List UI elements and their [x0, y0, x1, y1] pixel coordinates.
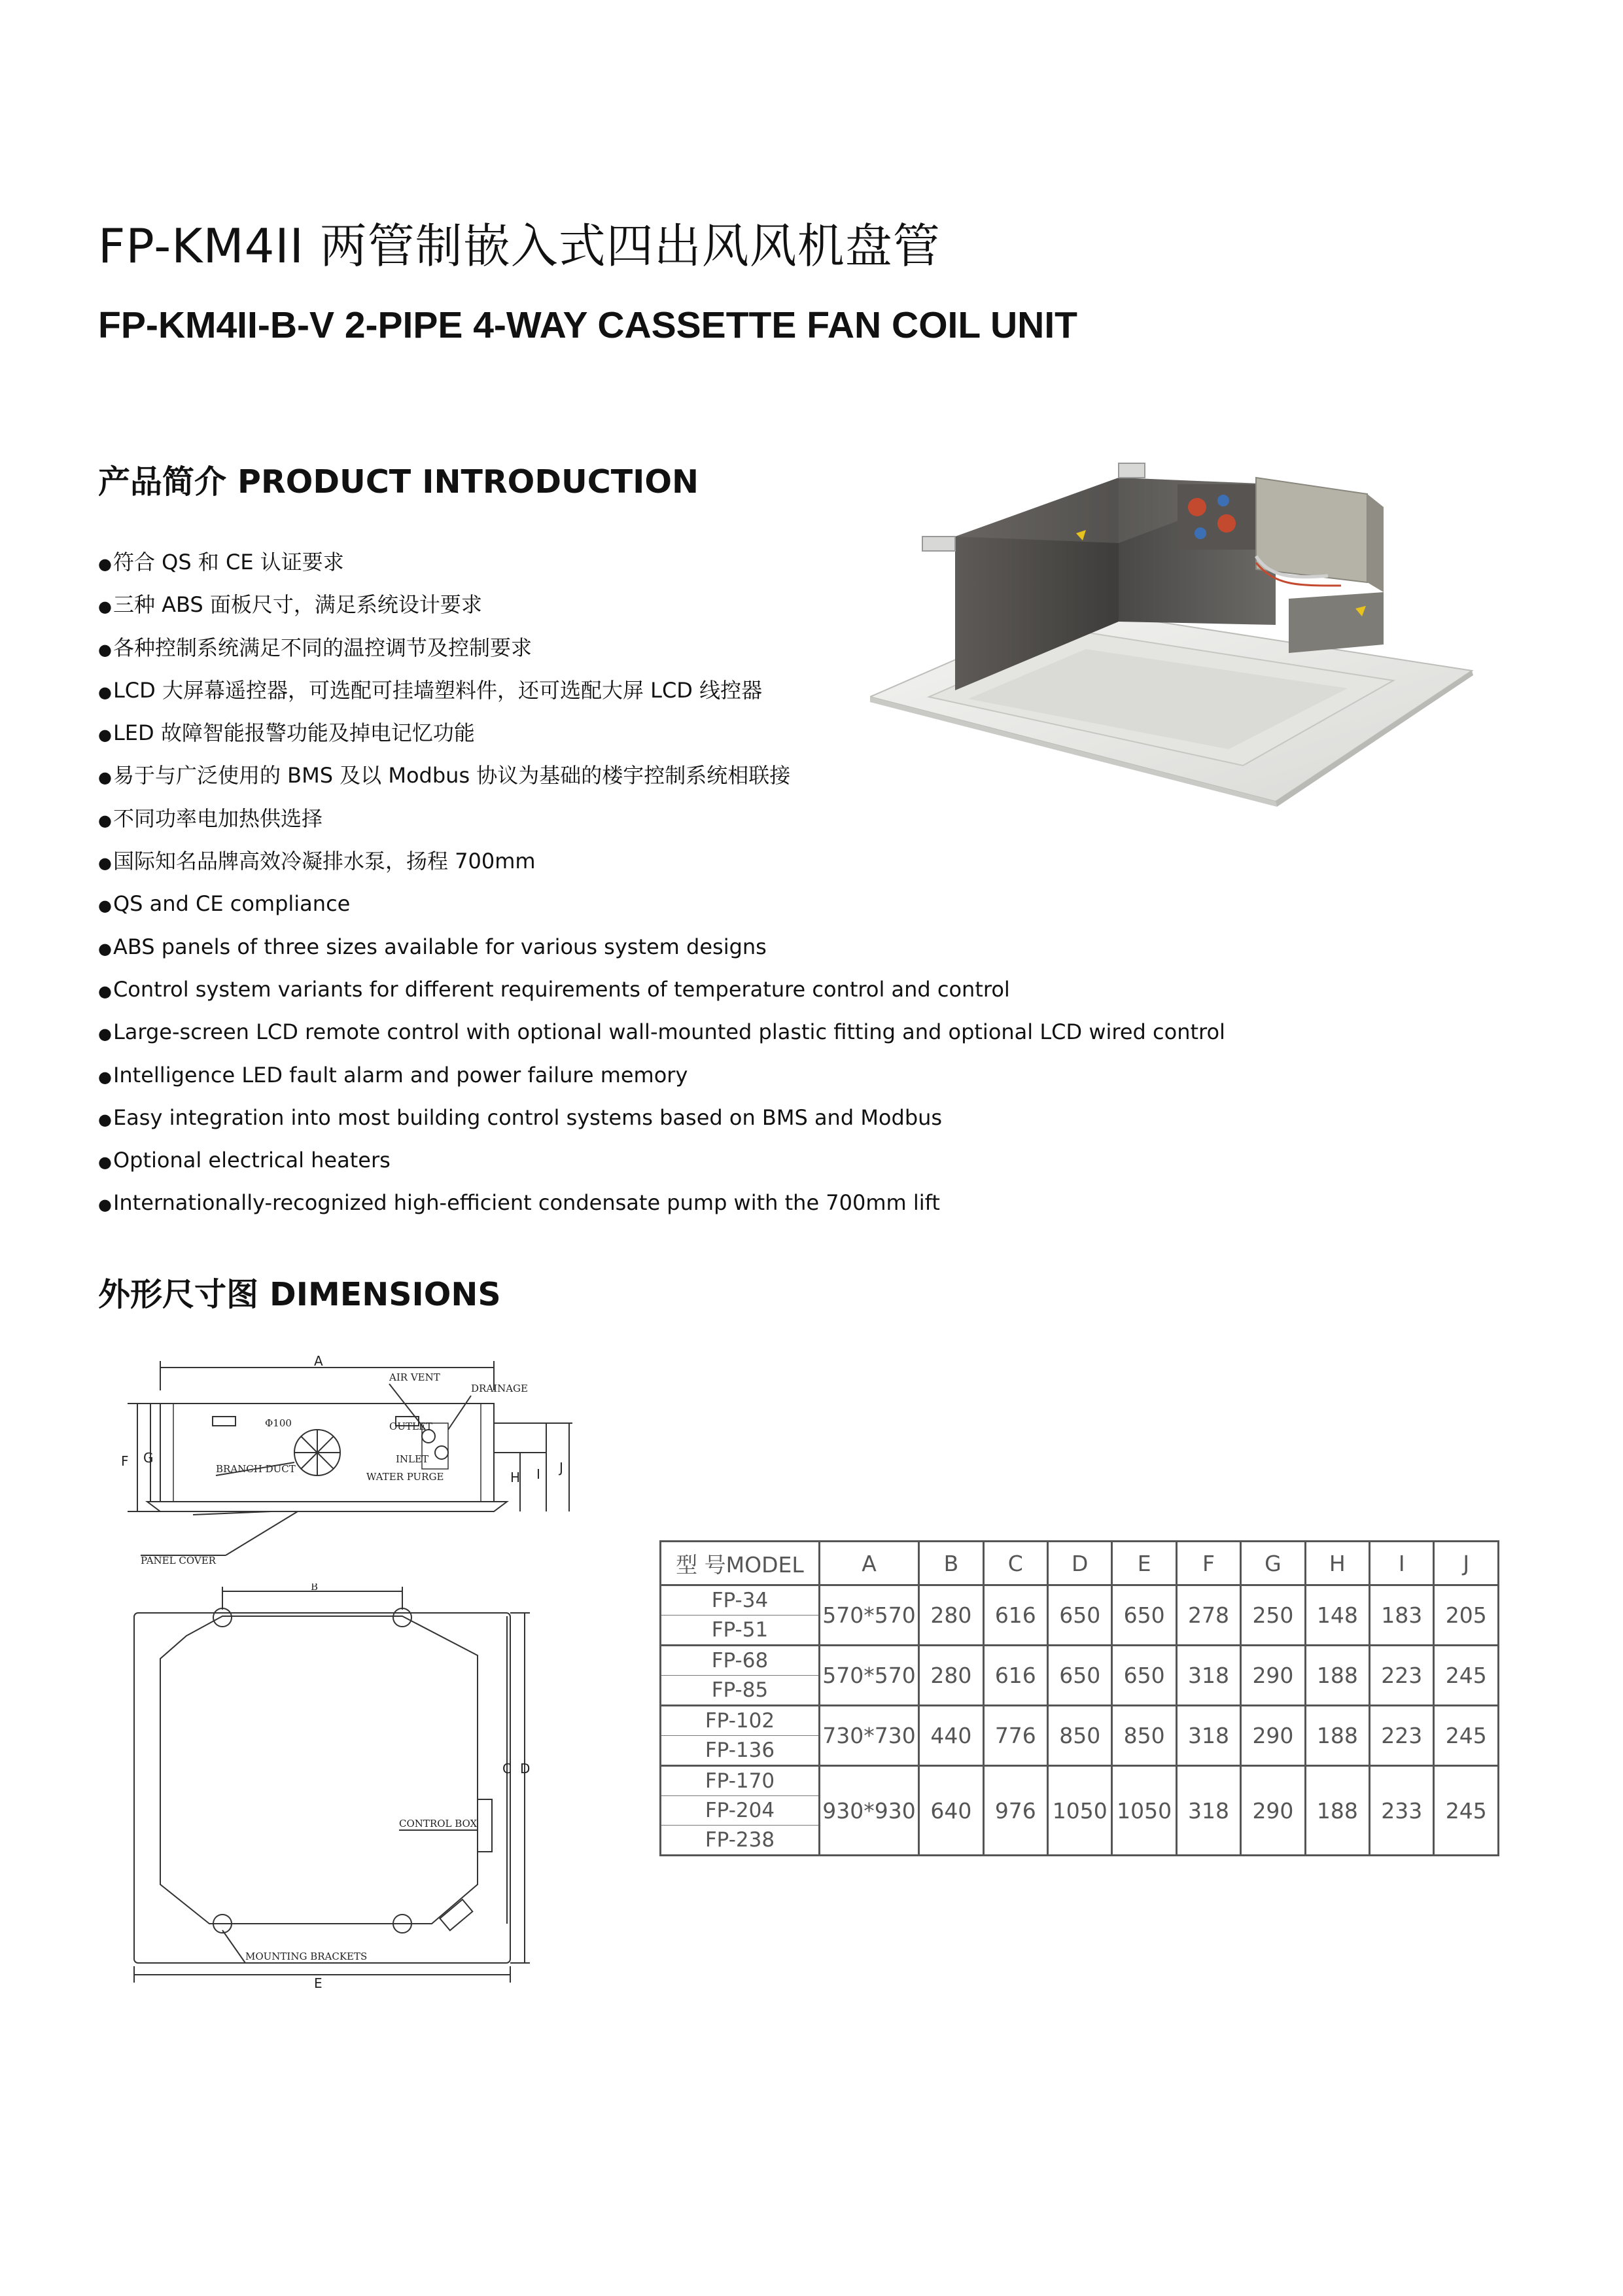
- value-cell: 318: [1176, 1646, 1240, 1706]
- model-cell: FP-34: [661, 1585, 820, 1616]
- value-cell: 650: [1048, 1585, 1112, 1646]
- dim-label-a: A: [314, 1353, 323, 1369]
- value-cell: 183: [1370, 1585, 1434, 1646]
- value-cell: 650: [1112, 1585, 1176, 1646]
- value-cell: 223: [1370, 1706, 1434, 1766]
- dim-label-g: G: [143, 1450, 154, 1466]
- model-cell: FP-51: [661, 1616, 820, 1646]
- product-photo: [870, 445, 1478, 811]
- value-cell: 290: [1241, 1706, 1305, 1766]
- value-cell: 290: [1241, 1646, 1305, 1706]
- feature-item: ● 各种控制系统满足不同的温控调节及控制要求: [98, 627, 1225, 669]
- value-cell: 570*570: [819, 1646, 918, 1706]
- value-cell: 976: [983, 1766, 1047, 1856]
- feature-item: ● ABS panels of three sizes available for various system designs: [98, 926, 1225, 968]
- dim-label-i: I: [536, 1466, 540, 1482]
- value-cell: 245: [1434, 1706, 1499, 1766]
- value-cell: 280: [919, 1646, 983, 1706]
- feature-item: ● Control system variants for different requirements of temperature control and control: [98, 968, 1225, 1011]
- model-cell: FP-170: [661, 1766, 820, 1796]
- feature-item: ● 不同功率电加热供选择: [98, 798, 1225, 840]
- header-d: D: [1048, 1542, 1112, 1585]
- table-header-row: [661, 1542, 1499, 1585]
- model-cell: FP-85: [661, 1676, 820, 1706]
- header-h: H: [1305, 1542, 1369, 1585]
- value-cell: 650: [1112, 1646, 1176, 1706]
- value-cell: 188: [1305, 1706, 1369, 1766]
- dim-label-e: E: [314, 1975, 323, 1989]
- value-cell: 148: [1305, 1585, 1369, 1646]
- value-cell: 850: [1048, 1706, 1112, 1766]
- header-model: 型 号MODEL: [661, 1542, 820, 1585]
- value-cell: 650: [1048, 1646, 1112, 1706]
- header-f: F: [1176, 1542, 1240, 1585]
- label-control-box: CONTROL BOX: [399, 1818, 478, 1829]
- feature-item: ● 符合 QS 和 CE 认证要求: [98, 541, 1225, 584]
- header-g: G: [1241, 1542, 1305, 1585]
- label-outlet: OUTLET: [389, 1421, 432, 1432]
- value-cell: 278: [1176, 1585, 1240, 1646]
- label-inlet: INLET: [396, 1453, 428, 1465]
- value-cell: 290: [1241, 1766, 1305, 1856]
- feature-item: ● QS and CE compliance: [98, 883, 1225, 925]
- header-j: J: [1434, 1542, 1499, 1585]
- value-cell: 205: [1434, 1585, 1499, 1646]
- feature-item: ● Easy integration into most building control systems based on BMS and Modbus: [98, 1097, 1225, 1139]
- value-cell: 318: [1176, 1706, 1240, 1766]
- table-row: [661, 1585, 1499, 1616]
- feature-item: ● Optional electrical heaters: [98, 1139, 1225, 1182]
- dim-label-j: J: [559, 1460, 563, 1475]
- feature-item: ● Large-screen LCD remote control with optional wall-mounted plastic fitting and optional LCD wired control: [98, 1011, 1225, 1053]
- value-cell: 188: [1305, 1646, 1369, 1706]
- value-cell: 850: [1112, 1706, 1176, 1766]
- value-cell: 640: [919, 1766, 983, 1856]
- label-drainage: DRAINAGE: [471, 1383, 528, 1394]
- value-cell: 280: [919, 1585, 983, 1646]
- dim-label-f: F: [121, 1453, 129, 1469]
- value-cell: 930*930: [819, 1766, 918, 1856]
- model-cell: FP-204: [661, 1796, 820, 1826]
- value-cell: 245: [1434, 1766, 1499, 1856]
- dim-label-d: D: [520, 1761, 531, 1776]
- header-b: B: [919, 1542, 983, 1585]
- value-cell: 1050: [1112, 1766, 1176, 1856]
- label-branch-duct: BRANCH DUCT: [216, 1463, 296, 1475]
- value-cell: 616: [983, 1646, 1047, 1706]
- label-mounting-brackets: MOUNTING BRACKETS: [245, 1951, 368, 1962]
- dim-label-c: C: [502, 1761, 512, 1776]
- page-title-english: FP-KM4II-B-V 2-PIPE 4-WAY CASSETTE FAN COIL UNIT: [98, 304, 1077, 346]
- value-cell: 776: [983, 1706, 1047, 1766]
- feature-item: ● 国际知名品牌高效冷凝排水泵，扬程 700mm: [98, 840, 1225, 883]
- feature-item: ● 三种 ABS 面板尺寸，满足系统设计要求: [98, 584, 1225, 626]
- value-cell: 730*730: [819, 1706, 918, 1766]
- table-row: [661, 1646, 1499, 1676]
- value-cell: 250: [1241, 1585, 1305, 1646]
- label-phi-100: Φ100: [265, 1417, 292, 1429]
- feature-item: ● LED 故障智能报警功能及掉电记忆功能: [98, 712, 1225, 754]
- feature-item: ● Internationally-recognized high-efficient condensate pump with the 700mm lift: [98, 1182, 1225, 1224]
- value-cell: 440: [919, 1706, 983, 1766]
- value-cell: 223: [1370, 1646, 1434, 1706]
- table-row: [661, 1766, 1499, 1796]
- dimensions-heading: 外形尺寸图 DIMENSIONS: [98, 1276, 501, 1313]
- model-cell: FP-102: [661, 1706, 820, 1736]
- model-cell: FP-238: [661, 1826, 820, 1856]
- value-cell: 318: [1176, 1766, 1240, 1856]
- label-water-purge: WATER PURGE: [366, 1471, 444, 1483]
- spec-table: [659, 1540, 1499, 1856]
- dim-label-b: B: [311, 1583, 319, 1593]
- feature-item: ● Intelligence LED fault alarm and power failure memory: [98, 1054, 1225, 1097]
- value-cell: 616: [983, 1585, 1047, 1646]
- table-row: [661, 1706, 1499, 1736]
- value-cell: 245: [1434, 1646, 1499, 1706]
- header-c: C: [983, 1542, 1047, 1585]
- top-view-drawing: [124, 1583, 569, 1989]
- label-panel-cover: PANEL COVER: [141, 1555, 216, 1566]
- side-view-drawing: [101, 1351, 592, 1570]
- dim-label-h: H: [510, 1470, 521, 1485]
- value-cell: 233: [1370, 1766, 1434, 1856]
- feature-item: ● 易于与广泛使用的 BMS 及以 Modbus 协议为基础的楼宇控制系统相联接: [98, 754, 1225, 797]
- header-e: E: [1112, 1542, 1176, 1585]
- model-cell: FP-68: [661, 1646, 820, 1676]
- product-introduction-heading: 产品简介 PRODUCT INTRODUCTION: [98, 463, 699, 501]
- header-a: A: [819, 1542, 918, 1585]
- feature-item: ● LCD 大屏幕遥控器，可选配可挂墙塑料件，还可选配大屏 LCD 线控器: [98, 669, 1225, 712]
- page-title-chinese: FP-KM4II 两管制嵌入式四出风风机盘管: [98, 219, 941, 274]
- value-cell: 1050: [1048, 1766, 1112, 1856]
- label-air-vent: AIR VENT: [389, 1371, 440, 1383]
- value-cell: 188: [1305, 1766, 1369, 1856]
- header-i: I: [1370, 1542, 1434, 1585]
- value-cell: 570*570: [819, 1585, 918, 1646]
- model-cell: FP-136: [661, 1736, 820, 1766]
